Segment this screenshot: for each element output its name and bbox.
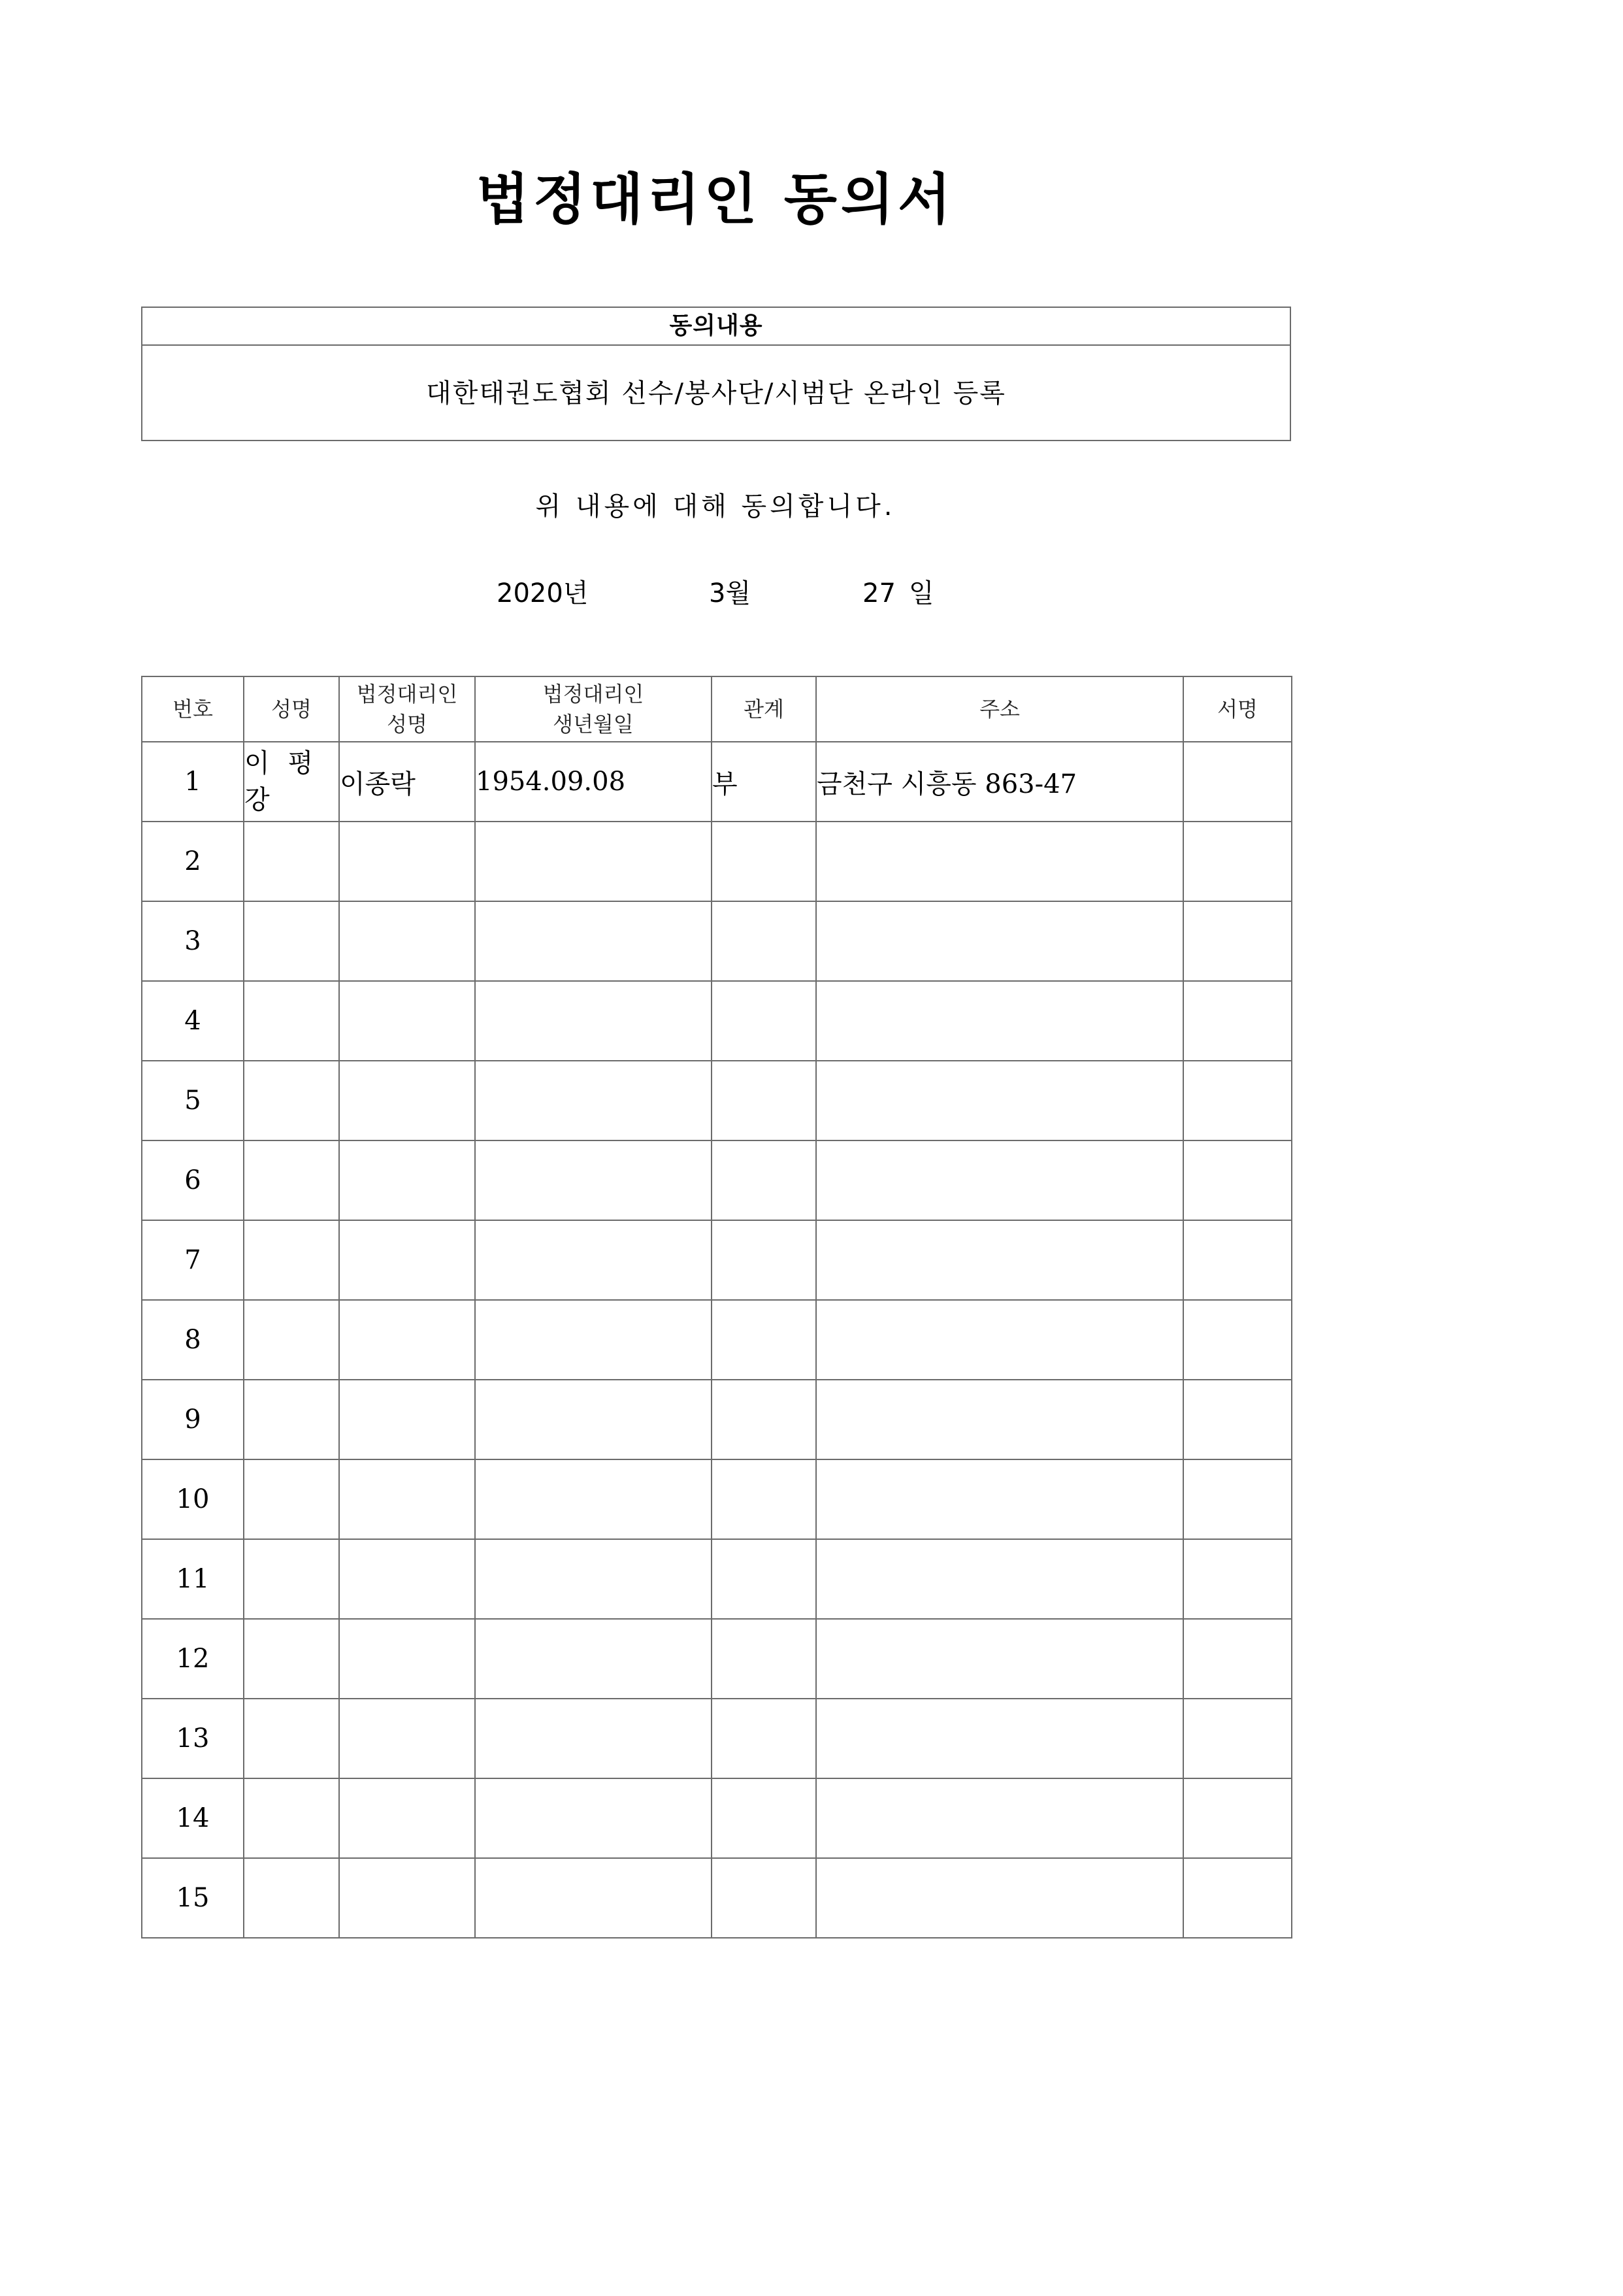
table-row (142, 1140, 1292, 1220)
cell-rep-name[interactable] (339, 981, 475, 1061)
cell-rep-name[interactable]: 이종락 (339, 742, 475, 822)
header-rep-name-line1: 법정대리인 (356, 682, 458, 707)
cell-name[interactable] (244, 901, 339, 981)
consent-content-header: 동의내용 (142, 308, 1290, 346)
cell-relation[interactable] (712, 1300, 816, 1380)
cell-name[interactable] (244, 1380, 339, 1459)
cell-signature[interactable] (1183, 1380, 1292, 1459)
header-name: 성명 (244, 676, 339, 742)
cell-name[interactable] (244, 1140, 339, 1220)
cell-number: 9 (142, 1380, 244, 1459)
table-header-row (142, 676, 1292, 742)
cell-rep-birth[interactable] (475, 1699, 712, 1778)
header-address: 주소 (816, 676, 1183, 742)
cell-number: 15 (142, 1858, 244, 1938)
cell-number: 7 (142, 1220, 244, 1300)
cell-rep-name[interactable] (339, 1539, 475, 1619)
table-row (142, 901, 1292, 981)
cell-rep-name[interactable] (339, 1061, 475, 1140)
table-row (142, 1619, 1292, 1699)
cell-relation[interactable] (712, 1140, 816, 1220)
cell-signature[interactable] (1183, 742, 1292, 822)
table-row (142, 1061, 1292, 1140)
cell-name[interactable] (244, 1220, 339, 1300)
cell-rep-name[interactable] (339, 1140, 475, 1220)
table-row (142, 1699, 1292, 1778)
cell-number: 13 (142, 1699, 244, 1778)
cell-relation[interactable] (712, 1858, 816, 1938)
cell-rep-birth[interactable] (475, 901, 712, 981)
cell-number: 5 (142, 1061, 244, 1140)
cell-address[interactable] (816, 1778, 1183, 1858)
cell-address[interactable] (816, 901, 1183, 981)
cell-rep-name[interactable] (339, 1300, 475, 1380)
cell-rep-birth[interactable] (475, 1140, 712, 1220)
cell-rep-name[interactable] (339, 1778, 475, 1858)
header-rep-birth-line1: 법정대리인 (542, 682, 644, 707)
cell-address[interactable] (816, 1380, 1183, 1459)
cell-relation[interactable] (712, 1539, 816, 1619)
consent-content-box (141, 307, 1291, 441)
cell-relation[interactable] (712, 1061, 816, 1140)
cell-rep-birth[interactable] (475, 1061, 712, 1140)
cell-signature[interactable] (1183, 1140, 1292, 1220)
cell-signature[interactable] (1183, 981, 1292, 1061)
header-rep-name (339, 676, 475, 742)
cell-rep-name[interactable] (339, 1619, 475, 1699)
page-title: 법정대리인 동의서 (476, 167, 955, 231)
table-row (142, 1539, 1292, 1619)
table-row (142, 1858, 1292, 1938)
cell-relation[interactable] (712, 981, 816, 1061)
cell-name[interactable] (244, 1778, 339, 1858)
cell-number: 1 (142, 742, 244, 822)
cell-rep-name[interactable] (339, 822, 475, 901)
cell-relation[interactable] (712, 901, 816, 981)
cell-rep-birth[interactable] (475, 1539, 712, 1619)
cell-signature[interactable] (1183, 1699, 1292, 1778)
cell-rep-birth[interactable] (475, 1300, 712, 1380)
cell-number: 8 (142, 1300, 244, 1380)
header-rep-name-line2: 성명 (387, 712, 427, 737)
table-row (142, 1459, 1292, 1539)
date-year: 2020년 (497, 578, 589, 608)
cell-relation[interactable] (712, 1619, 816, 1699)
cell-number: 12 (142, 1619, 244, 1699)
cell-address[interactable] (816, 1858, 1183, 1938)
header-number: 번호 (142, 676, 244, 742)
cell-rep-birth[interactable] (475, 1459, 712, 1539)
cell-rep-name[interactable] (339, 1459, 475, 1539)
cell-signature[interactable] (1183, 822, 1292, 901)
cell-number: 14 (142, 1778, 244, 1858)
cell-relation[interactable] (712, 1778, 816, 1858)
cell-name[interactable] (244, 1459, 339, 1539)
date-day (862, 574, 934, 613)
cell-rep-birth[interactable] (475, 1220, 712, 1300)
cell-name[interactable] (244, 1858, 339, 1938)
cell-rep-birth[interactable] (475, 981, 712, 1061)
cell-signature[interactable] (1183, 901, 1292, 981)
cell-address[interactable] (816, 1140, 1183, 1220)
cell-name[interactable] (244, 1061, 339, 1140)
cell-number: 4 (142, 981, 244, 1061)
cell-name[interactable]: 이평강 (244, 742, 339, 822)
cell-rep-birth[interactable] (475, 822, 712, 901)
table-row (142, 1380, 1292, 1459)
cell-address[interactable] (816, 822, 1183, 901)
cell-relation[interactable] (712, 1459, 816, 1539)
cell-signature[interactable] (1183, 1858, 1292, 1938)
agreement-statement: 위 내용에 대해 동의합니다. (535, 491, 896, 522)
table-row (142, 822, 1292, 901)
cell-name[interactable] (244, 981, 339, 1061)
cell-number: 3 (142, 901, 244, 981)
header-rep-birth-line2: 생년월일 (553, 712, 634, 737)
header-rep-birth (475, 676, 712, 742)
cell-name[interactable] (244, 1539, 339, 1619)
table-row (142, 981, 1292, 1061)
cell-number: 10 (142, 1459, 244, 1539)
table-row (142, 1300, 1292, 1380)
cell-name[interactable] (244, 1619, 339, 1699)
date-month: 3월 (709, 578, 751, 608)
table-row (142, 742, 1292, 822)
cell-signature[interactable] (1183, 1300, 1292, 1380)
table-body (142, 742, 1292, 1938)
cell-address[interactable] (816, 1220, 1183, 1300)
header-signature: 서명 (1183, 676, 1292, 742)
cell-signature[interactable] (1183, 1220, 1292, 1300)
cell-number: 2 (142, 822, 244, 901)
cell-rep-birth[interactable] (475, 1619, 712, 1699)
cell-rep-name[interactable] (339, 1699, 475, 1778)
cell-signature[interactable] (1183, 1539, 1292, 1619)
cell-rep-name[interactable] (339, 1380, 475, 1459)
cell-address[interactable] (816, 1539, 1183, 1619)
cell-address[interactable] (816, 1459, 1183, 1539)
cell-address[interactable] (816, 1300, 1183, 1380)
cell-address[interactable] (816, 1061, 1183, 1140)
cell-rep-birth[interactable] (475, 1380, 712, 1459)
cell-rep-name[interactable] (339, 1858, 475, 1938)
cell-signature[interactable] (1183, 1619, 1292, 1699)
cell-name[interactable] (244, 1699, 339, 1778)
cell-relation[interactable] (712, 1220, 816, 1300)
cell-number: 6 (142, 1140, 244, 1220)
cell-rep-name[interactable] (339, 1220, 475, 1300)
cell-name[interactable] (244, 1300, 339, 1380)
date-day-unit: 일 (908, 578, 934, 608)
cell-relation[interactable] (712, 1699, 816, 1778)
cell-address[interactable] (816, 1699, 1183, 1778)
cell-address[interactable]: 금천구 시흥동 863-47 (816, 742, 1183, 822)
cell-rep-birth[interactable] (475, 1778, 712, 1858)
representative-table (141, 676, 1292, 1938)
cell-signature[interactable] (1183, 1061, 1292, 1140)
cell-relation[interactable] (712, 1380, 816, 1459)
cell-signature[interactable] (1183, 1778, 1292, 1858)
table-row (142, 1220, 1292, 1300)
cell-number: 11 (142, 1539, 244, 1619)
cell-address[interactable] (816, 1619, 1183, 1699)
cell-relation[interactable] (712, 822, 816, 901)
header-relation: 관계 (712, 676, 816, 742)
cell-name[interactable] (244, 822, 339, 901)
cell-signature[interactable] (1183, 1459, 1292, 1539)
cell-rep-birth[interactable] (475, 1858, 712, 1938)
cell-rep-name[interactable] (339, 901, 475, 981)
date-day-number: 27 (862, 578, 896, 608)
consent-content-body: 대한태권도협회 선수/봉사단/시범단 온라인 등록 (426, 378, 1006, 408)
cell-rep-birth[interactable]: 1954.09.08 (475, 742, 712, 822)
cell-address[interactable] (816, 981, 1183, 1061)
table-row (142, 1778, 1292, 1858)
cell-relation[interactable]: 부 (712, 742, 816, 822)
